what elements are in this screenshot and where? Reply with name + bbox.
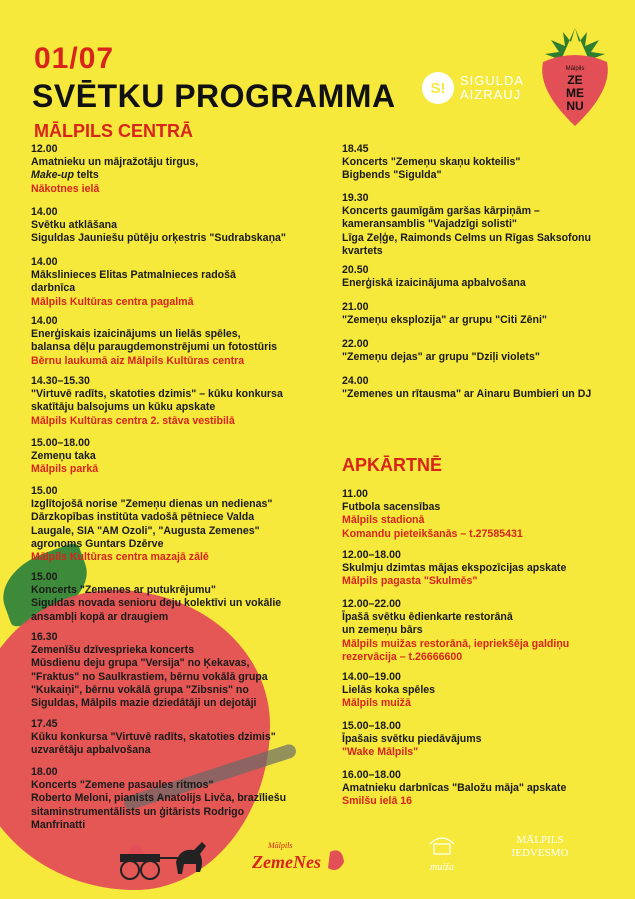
event-item: 18.00 Koncerts "Zemene pasaules ritmos" Roberto Meloni, pianists Anatolijs Livča, brazīliešu sitaminstrumentālists un ģitārists Rodrigo Manfrinatti bbox=[31, 766, 287, 831]
event-item: 22.00 "Zemeņu dejas" ar grupu "Dziļi violets" bbox=[342, 338, 540, 364]
svg-text:ZemeNes: ZemeNes bbox=[252, 852, 321, 872]
event-item: 14.00 Svētku atklāšana Siguldas Jauniešu pūtēju orķestris "Sudrabskaņa" bbox=[31, 206, 286, 245]
event-item: 15.00 Izglītojošā norise "Zemeņu dienas un nedienas" Dārzkopības institūta vadošā pētniece Valda Laugale, SIA "AM Ozoli", "Augusta Zemenes" agronoms Guntars Dzērve Mālpils Kultūras centra mazajā zālē bbox=[31, 485, 273, 564]
event-item: 18.45 Koncerts "Zemeņu skaņu kokteilis" Bigbends "Sigulda" bbox=[342, 143, 521, 182]
svg-text:Mālpils: Mālpils bbox=[565, 66, 585, 72]
svg-text:muiža: muiža bbox=[430, 862, 454, 873]
event-item: 16.30 Zemenīšu dzīvesprieka koncerts Mūsdienu deju grupa "Versija" no Ķekavas, "Fraktus" no Saulkrastiem, bērnu vokālā grupa "Kukaiņi", bērnu vokālā grupa "Zibsnis" no Siguldas, Mālpils mazie dziedātāji un dejotāji bbox=[31, 631, 268, 710]
event-item: 14.00 Enerģiskais izaicinājums un lielās spēles, balansa dēļu paraugdemonstrējumi un fotostūris Bērnu laukumā aiz Mālpils Kultūras centra bbox=[31, 315, 278, 367]
page-title: SVĒTKU PROGRAMMA bbox=[32, 78, 396, 114]
event-item: 14.00 Mākslinieces Elitas Patmalnieces radošā darbnīca Mālpils Kultūras centra pagalmā bbox=[31, 256, 236, 308]
event-item: 12.00–18.00 Skulmju dzimtas mājas ekspozīcijas apskate Mālpils pagasta "Skulmēs" bbox=[342, 549, 567, 588]
svg-text:Mālpils: Mālpils bbox=[268, 841, 293, 850]
svg-text:ZE: ZE bbox=[567, 73, 583, 87]
svg-text:NU: NU bbox=[566, 99, 584, 113]
event-item: 11.00 Futbola sacensības Mālpils stadionā Komandu pieteikšanās – t.27585431 bbox=[342, 488, 523, 540]
section-title-center: MĀLPILS CENTRĀ bbox=[34, 121, 193, 141]
sigulda-logo-text-2: AIZRAUJ bbox=[460, 87, 522, 102]
strawberry-logo-icon bbox=[535, 20, 615, 130]
event-item: 15.00–18.00 Zemeņu taka Mālpils parkā bbox=[31, 437, 99, 476]
event-item: 15.00 Koncerts "Zemenes ar putukrējumu" Siguldas novada senioru deju kolektīvi un vokālie ansambļi kopā ar draugiem bbox=[31, 571, 282, 623]
sigulda-logo-text-1: SIGULDA bbox=[460, 73, 525, 88]
event-item: 12.00–22.00 Īpašā svētku ēdienkarte restorānā un zemeņu bārs Mālpils muižas restorānā, iepriekšēja galdiņu rezervācija – t.26666600 bbox=[342, 598, 570, 663]
event-item: 19.30 Koncerts gaumīgām garšas kārpiņām – kameransamblis "Vajadzīgi solisti" Līga Zeļģe, Raimonds Celms un Rīgas Saksofonu kvartets bbox=[342, 192, 591, 257]
sigulda-logo bbox=[422, 72, 524, 104]
event-item: 20.50 Enerģiskā izaicinājuma apbalvošana bbox=[342, 264, 526, 290]
horse-cart-icon bbox=[108, 828, 218, 883]
malpils-iedvesmo-logo bbox=[500, 834, 580, 860]
event-item: 14.00–19.00 Lielās koka spēles Mālpils muižā bbox=[342, 671, 436, 710]
sigulda-logo-mark: S! bbox=[422, 72, 454, 104]
section-title-surroundings: APKĀRTNĒ bbox=[342, 455, 443, 475]
iedvesmo-text-2: IEDVESMO bbox=[511, 847, 569, 859]
iedvesmo-text-1: MĀLPILS bbox=[516, 834, 564, 846]
event-item: 17.45 Kūku konkursa "Virtuvē radīts, skatoties dzimis" uzvarētāju apbalvošana bbox=[31, 718, 276, 757]
event-item: 16.00–18.00 Amatnieku darbnīcas "Baložu māja" apskate Smilšu ielā 16 bbox=[342, 769, 567, 808]
event-item: 21.00 "Zemeņu eksplozija" ar grupu "Citi Zēni" bbox=[342, 301, 547, 327]
event-item: 14.30–15.30 "Virtuvē radīts, skatoties dzimis" – kūku konkursa skatītāju balsojums un kūku apskate Mālpils Kultūras centra 2. stāva vestibilā bbox=[31, 375, 283, 427]
muiza-logo bbox=[412, 830, 472, 878]
event-item: 15.00–18.00 Īpašais svētku piedāvājums "Wake Mālpils" bbox=[342, 720, 482, 759]
event-date: 01/07 bbox=[34, 42, 115, 75]
svg-text:ME: ME bbox=[566, 86, 584, 100]
event-item: 24.00 "Zemenes un rītausma" ar Ainaru Bumbieri un DJ bbox=[342, 375, 592, 401]
malpils-zemenes-logo bbox=[248, 836, 348, 876]
event-item: 12.00 Amatnieku un mājražotāju tirgus, Make-up telts Nākotnes ielā bbox=[31, 143, 199, 195]
